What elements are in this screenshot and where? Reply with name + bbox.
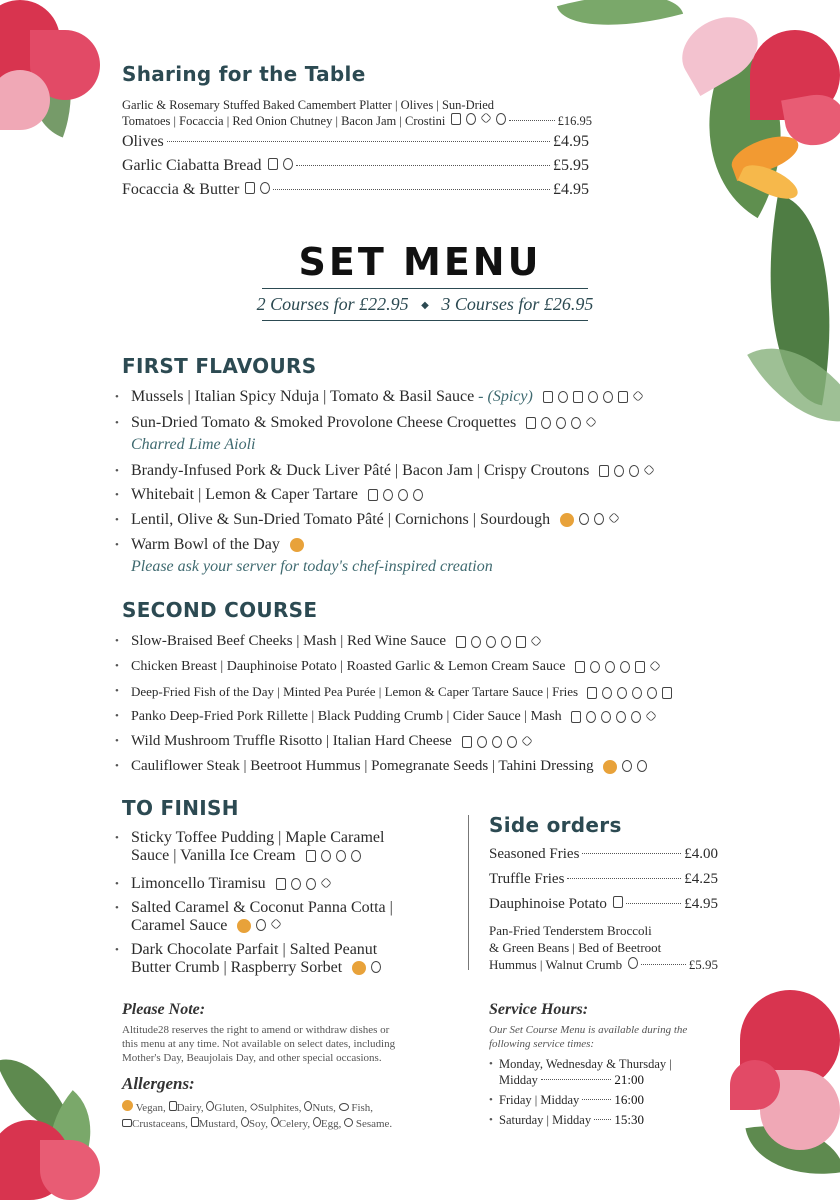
service-period: Midday <box>499 1073 538 1087</box>
dish-name: Chicken Breast | Dauphinoise Potato | Roasted Garlic & Lemon Cream Sauce <box>131 659 566 674</box>
platter-item <box>122 97 592 129</box>
floral-bottom-right-decoration <box>720 970 840 1200</box>
list-item <box>115 654 755 679</box>
dairy-icon <box>368 489 378 501</box>
dish-name: Deep-Fried Fish of the Day | Minted Pea Purée | Lemon & Caper Tartare Sauce | Fries <box>131 684 579 699</box>
fish-icon <box>413 489 423 501</box>
note-line: Altitude28 reserves the right to amend or withdraw dishes or <box>122 1024 390 1036</box>
sulphites-icon <box>609 513 620 524</box>
floral-bottom-left-decoration <box>0 1040 110 1200</box>
allergen-icons <box>526 417 596 429</box>
nuts-icon <box>351 850 361 862</box>
dairy-icon <box>169 1101 177 1111</box>
egg-icon <box>590 661 600 673</box>
sesame-icon <box>344 1118 353 1127</box>
dairy-icon <box>587 687 597 699</box>
dairy-icon <box>276 878 286 890</box>
list-item <box>115 729 755 754</box>
sesame-icon <box>637 760 647 772</box>
gluten-icon <box>336 850 346 862</box>
gluten-icon <box>486 636 496 648</box>
allergen-label: Sulphites, <box>257 1102 302 1114</box>
nuts-icon <box>371 961 381 973</box>
celery-icon <box>594 513 604 525</box>
side-item-price: £4.00 <box>684 846 718 862</box>
side-item <box>489 896 718 913</box>
dish-name-cont: Sauce | Vanilla Ice Cream <box>131 847 296 864</box>
nuts-icon <box>622 760 632 772</box>
egg-icon <box>586 711 596 723</box>
set-menu-rule-top <box>262 288 588 289</box>
gluten-icon <box>492 736 502 748</box>
allergen-icons <box>368 489 423 501</box>
dish-name: • Dark Chocolate Parfait | Salted Peanut <box>131 941 378 958</box>
dairy-icon <box>245 182 255 194</box>
dish-name: • Salted Caramel & Coconut Panna Cotta | <box>131 899 393 916</box>
sharing-item-name: Garlic Ciabatta Bread <box>122 157 262 174</box>
dish-name: Panko Deep-Fried Pork Rillette | Black Pudding Crumb | Cider Sauce | Mash <box>131 709 562 724</box>
side-item-broccoli <box>489 922 718 973</box>
gluten-icon <box>466 113 476 125</box>
side-item-name-cont: Hummus | Walnut Crumb <box>489 957 623 972</box>
service-hours-list <box>489 1056 709 1128</box>
egg-icon <box>541 417 551 429</box>
platter-line-2: Tomatoes | Focaccia | Red Onion Chutney | Bacon Jam | Crostini <box>122 114 446 128</box>
egg-icon <box>602 687 612 699</box>
sharing-item-name: Focaccia & Butter <box>122 181 240 198</box>
celery-icon <box>507 736 517 748</box>
vegan-icon <box>237 919 251 933</box>
nuts-icon <box>628 957 638 969</box>
side-item-name: Dauphinoise Potato <box>489 896 607 912</box>
dish-name-cont: Caramel Sauce <box>131 917 228 934</box>
sulphites-icon <box>481 112 492 123</box>
service-day: Monday, Wednesday & Thursday | <box>499 1057 672 1071</box>
dish-name: Sun-Dried Tomato & Smoked Provolone Cheese Croquettes <box>131 414 517 431</box>
list-item <box>115 899 455 935</box>
soy-icon <box>605 661 615 673</box>
allergen-label: Fish, <box>351 1102 374 1114</box>
first-flavours-list <box>115 385 755 577</box>
dairy-icon <box>571 711 581 723</box>
list-item <box>115 411 755 455</box>
celery-icon <box>603 391 613 403</box>
celery-icon <box>571 417 581 429</box>
allergens-title: Allergens: <box>122 1074 195 1093</box>
gluten-icon <box>306 878 316 890</box>
sesame-icon <box>631 711 641 723</box>
service-time: 16:00 <box>614 1092 644 1107</box>
dairy-icon <box>451 113 461 125</box>
side-item <box>489 846 718 863</box>
allergen-label: Soy, <box>248 1118 268 1130</box>
egg-icon <box>471 636 481 648</box>
dish-name: Wild Mushroom Truffle Risotto | Italian Hard Cheese <box>131 733 452 749</box>
dish-name: Slow-Braised Beef Cheeks | Mash | Red Wine Sauce <box>131 633 447 649</box>
vegan-icon <box>352 961 366 975</box>
list-item <box>115 459 755 483</box>
dish-name: Limoncello Tiramisu <box>131 875 266 892</box>
sharing-item <box>122 181 589 199</box>
dish-subtitle: Please ask your server for today's chef-inspired creation <box>131 558 493 575</box>
set-menu-prices <box>252 294 598 315</box>
dish-name: Lentil, Olive & Sun-Dried Tomato Pâté | Cornichons | Sourdough <box>131 511 551 528</box>
fish-icon <box>647 687 657 699</box>
list-item <box>115 508 755 532</box>
list-item <box>115 704 755 729</box>
soy-icon <box>241 1117 249 1127</box>
list-item <box>115 754 755 779</box>
dairy-icon <box>613 896 623 908</box>
egg-icon <box>313 1117 321 1127</box>
service-time: 15:30 <box>614 1112 644 1127</box>
soy-icon <box>501 636 511 648</box>
second-course-list <box>115 629 755 779</box>
soy-icon <box>632 687 642 699</box>
service-day: • Friday | Midday <box>499 1093 580 1107</box>
sharing-item-name: Olives <box>122 133 164 150</box>
mustard-icon <box>635 661 645 673</box>
sharing-item-price: £5.95 <box>553 157 589 174</box>
list-item <box>115 941 455 977</box>
mustard-icon <box>618 391 628 403</box>
sulphites-icon <box>320 878 331 889</box>
sharing-title: Sharing for the Table <box>122 62 366 86</box>
service-hours-intro <box>489 1023 729 1051</box>
dairy-icon <box>306 850 316 862</box>
side-item <box>489 871 718 888</box>
to-finish-title: TO FINISH <box>122 796 239 820</box>
list-item <box>115 872 455 896</box>
floral-top-left-decoration <box>0 0 110 190</box>
egg-icon <box>477 736 487 748</box>
side-item-name: Seasoned Fries <box>489 846 580 862</box>
set-menu-title: SET MENU <box>298 240 542 284</box>
side-item-price: £4.25 <box>684 871 718 887</box>
allergen-icons <box>543 391 643 403</box>
gluten-icon <box>579 513 589 525</box>
dish-name: Mussels | Italian Spicy Nduja | Tomato & Basil Sauce <box>131 388 475 405</box>
allergen-icons <box>599 465 654 477</box>
list-item <box>115 829 455 865</box>
dairy-icon <box>543 391 553 403</box>
dish-name: Whitebait | Lemon & Caper Tartare <box>131 486 359 503</box>
list-item <box>115 483 755 507</box>
three-courses-price: 3 Courses for £26.95 <box>441 294 594 314</box>
gluten-icon <box>283 158 293 170</box>
fish-icon <box>339 1103 349 1111</box>
service-intro-line: Our Set Course Menu is available during the <box>489 1024 688 1036</box>
celery-icon <box>616 711 626 723</box>
vegan-icon <box>290 538 304 552</box>
allergen-label: Mustard, <box>198 1118 239 1130</box>
sulphites-icon <box>271 919 282 930</box>
mustard-icon <box>516 636 526 648</box>
nuts-icon <box>256 919 266 931</box>
side-orders-title: Side orders <box>489 813 622 837</box>
note-line: Mother's Day, Beaujolais Day, and other special occasions. <box>122 1052 382 1064</box>
mustard-icon <box>191 1117 199 1127</box>
please-note-body <box>122 1023 452 1065</box>
please-note-title: Please Note: <box>122 1001 206 1018</box>
fish-icon <box>496 113 506 125</box>
note-line: this menu at any time. Not available on select dates, including <box>122 1038 396 1050</box>
service-day: • Saturday | Midday <box>499 1113 592 1127</box>
allergen-label: Crustaceans, <box>132 1118 188 1130</box>
service-time: 21:00 <box>614 1072 644 1087</box>
gluten-icon <box>617 687 627 699</box>
gluten-icon <box>614 465 624 477</box>
dish-name: Cauliflower Steak | Beetroot Hummus | Pomegranate Seeds | Tahini Dressing <box>131 758 594 774</box>
allergen-label: Dairy, <box>176 1102 204 1114</box>
sulphites-icon <box>649 660 660 671</box>
sharing-item <box>122 133 589 151</box>
celery-icon <box>271 1117 279 1127</box>
platter-price: £16.95 <box>557 114 592 128</box>
list-item <box>115 679 755 704</box>
service-item <box>489 1092 709 1108</box>
sharing-item-price: £4.95 <box>553 181 589 198</box>
two-courses-price: 2 Courses for £22.95 <box>256 294 409 314</box>
sulphites-icon <box>644 465 655 476</box>
dish-name: Warm Bowl of the Day <box>131 536 280 553</box>
celery-icon <box>620 661 630 673</box>
gluten-icon <box>260 182 270 194</box>
second-course-title: SECOND COURSE <box>122 598 318 622</box>
list-item <box>115 385 755 409</box>
soy-icon <box>588 391 598 403</box>
vegan-icon <box>122 1100 133 1111</box>
first-flavours-title: FIRST FLAVOURS <box>122 354 317 378</box>
dairy-icon <box>456 636 466 648</box>
dish-name: Brandy-Infused Pork & Duck Liver Pâté | Bacon Jam | Crispy Croutons <box>131 462 590 479</box>
service-intro-line: following service times: <box>489 1038 595 1050</box>
dish-subtitle: Charred Lime Aioli <box>131 436 256 453</box>
service-item <box>489 1056 709 1088</box>
mustard-icon <box>662 687 672 699</box>
service-hours-title: Service Hours: <box>489 1001 589 1018</box>
price-separator: ◆ <box>421 300 429 312</box>
crustaceans-icon <box>573 391 583 403</box>
side-item-name: Truffle Fries <box>489 871 565 887</box>
gluten-icon <box>556 417 566 429</box>
dairy-icon <box>268 158 278 170</box>
allergen-label: Egg, <box>320 1118 342 1130</box>
platter-line-1: Garlic & Rosemary Stuffed Baked Camembert Platter | Olives | Sun-Dried <box>122 98 495 112</box>
vegan-icon <box>560 513 574 527</box>
egg-icon <box>291 878 301 890</box>
service-item <box>489 1112 709 1128</box>
spicy-note: - (Spicy) <box>478 388 533 405</box>
allergen-label: Celery, <box>278 1118 311 1130</box>
side-item-name-cont: & Green Beans | Bed of Beetroot <box>489 940 662 955</box>
sulphites-icon <box>521 735 532 746</box>
sulphites-icon <box>632 391 643 402</box>
sharing-item <box>122 157 589 175</box>
set-menu-rule-bottom <box>262 320 588 321</box>
gluten-icon <box>398 489 408 501</box>
crustaceans-icon <box>122 1119 132 1127</box>
column-divider <box>468 815 469 970</box>
platter-allergen-icons <box>451 113 506 125</box>
allergen-label: Vegan, <box>135 1102 166 1114</box>
egg-icon <box>383 489 393 501</box>
allergen-label: Nuts, <box>312 1102 336 1114</box>
list-item <box>115 533 755 577</box>
allergen-label: Sesame. <box>355 1118 393 1130</box>
sharing-item-price: £4.95 <box>553 133 589 150</box>
dairy-icon <box>599 465 609 477</box>
to-finish-list <box>115 829 455 977</box>
list-item <box>115 629 755 654</box>
fish-icon <box>629 465 639 477</box>
allergen-icons <box>560 513 619 527</box>
egg-icon <box>558 391 568 403</box>
sulphites-icon <box>586 417 597 428</box>
vegan-icon <box>603 760 617 774</box>
dish-name-cont: Butter Crumb | Raspberry Sorbet <box>131 959 343 976</box>
dairy-icon <box>526 417 536 429</box>
egg-icon <box>321 850 331 862</box>
dairy-icon <box>462 736 472 748</box>
gluten-icon <box>601 711 611 723</box>
allergens-key <box>122 1100 462 1132</box>
side-item-price: £4.95 <box>684 896 718 912</box>
allergen-label: Gluten, <box>214 1102 248 1114</box>
dairy-icon <box>575 661 585 673</box>
sulphites-icon <box>530 635 541 646</box>
allergen-icons <box>290 538 304 552</box>
dish-name: • Sticky Toffee Pudding | Maple Caramel <box>131 829 385 846</box>
side-item-price: £5.95 <box>688 957 718 972</box>
sulphites-icon <box>646 710 657 721</box>
side-item-name: Pan-Fried Tenderstem Broccoli <box>489 923 652 938</box>
